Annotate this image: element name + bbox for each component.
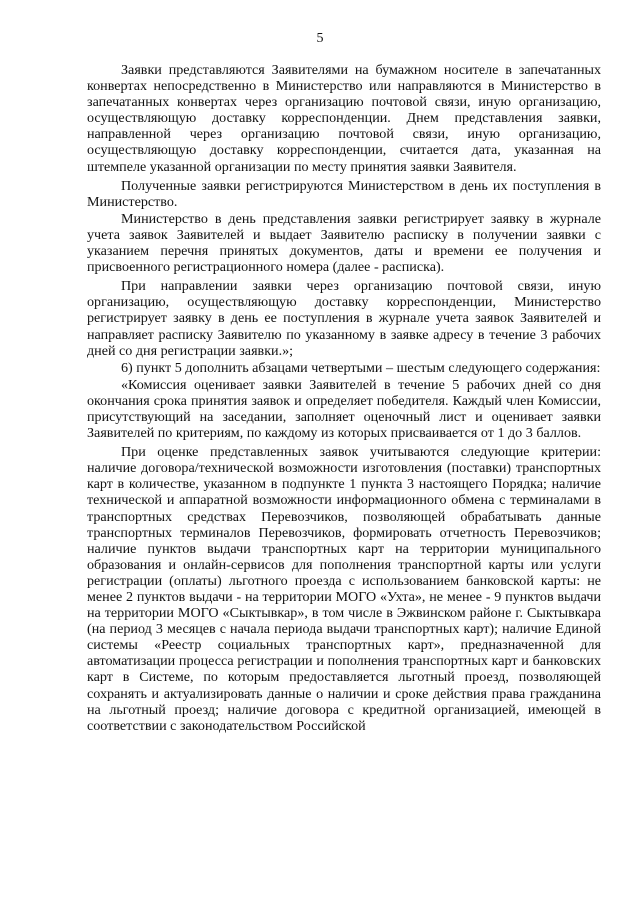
paragraph-registration: Полученные заявки регистрируются Министерством в день их поступления в Министерство. bbox=[87, 177, 601, 210]
paragraph-evaluation-criteria: При оценке представленных заявок учитываются следующие критерии: наличие договора/технической возможности изготовления (поставки) транспортных карт в количестве, указанном в подпункте 1 пункта 3 настоящего Порядка; наличие технической и аппаратной возможности информационного обмена с терминалами в транспортных средствах Перевозчиков, позволяющей обрабатывать данные транспортных терминалов Перевозчиков, формировать отчетность Перевозчиков; наличие пунктов выдачи транспортных карт на территории муниципального образования и онлайн-сервисов для пополнения транспортной карты или услуги регистрации (оплаты) льготного проезда с использованием банковской карты: не менее 2 пунктов выдачи - на территории МОГО «Ухта», не менее - 9 пунктов выдачи на территории МОГО «Сыктывкар», в том числе в Эжвинском районе г. Сыктывкара (на период 3 месяцев с начала периода выдачи транспортных карт); наличие Единой системы «Реестр социальных транспортных карт», предназначенной для автоматизации процесса регистрации и пополнения транспортных карт и банковских карт в Системе, по которым предоставляется льготный проезд, позволяющей сохранять и актуализировать данные о наличии и сроке действия права гражданина на льготный проезд; наличие договора с кредитной организацией, имеющей в соответствии с законодательством Российской bbox=[87, 444, 601, 734]
paragraph-receipt: Министерство в день представления заявки регистрирует заявку в журнале учета заявок Заявителей и выдает Заявителю расписку в получении заявки с указанием перечня принятых документов, даты и времени ее получения и присвоенного регистрационного номера (далее - расписка). bbox=[87, 210, 601, 276]
paragraph-commission-evaluation: «Комиссия оценивает заявки Заявителей в течение 5 рабочих дней со дня окончания срока принятия заявок и определяет победителя. Каждый член Комиссии, присутствующий на заседании, заполняет оценочный лист и оценивает заявки Заявителей по критериям, по каждому из которых присваивается от 1 до 3 баллов. bbox=[87, 376, 601, 442]
page-number: 5 bbox=[316, 31, 324, 46]
document-body bbox=[87, 62, 601, 734]
paragraph-amendment-item-6: 6) пункт 5 дополнить абзацами четвертыми – шестым следующего содержания: bbox=[121, 359, 601, 376]
paragraph-postal-receipt: При направлении заявки через организацию почтовой связи, иную организацию, осуществляющую доставку корреспонденции, Министерство регистрирует заявку в день ее поступления в журнале учета заявок Заявителей и направляет расписку Заявителю по указанному в заявке адресу в течение 3 рабочих дней со дня регистрации заявки.»; bbox=[87, 278, 601, 359]
paragraph-submission-rules: Заявки представляются Заявителями на бумажном носителе в запечатанных конвертах непосредственно в Министерство или направляются в Министерство в запечатанных конвертах через организацию почтовой связи, иную организацию, осуществляющую доставку корреспонденции. Днем представления заявки, направленной через организацию почтовой связи, иную организацию, осуществляющую доставку корреспонденции, считается дата, указанная на штемпеле указанной организации по месту принятия заявки Заявителя. bbox=[87, 62, 601, 175]
